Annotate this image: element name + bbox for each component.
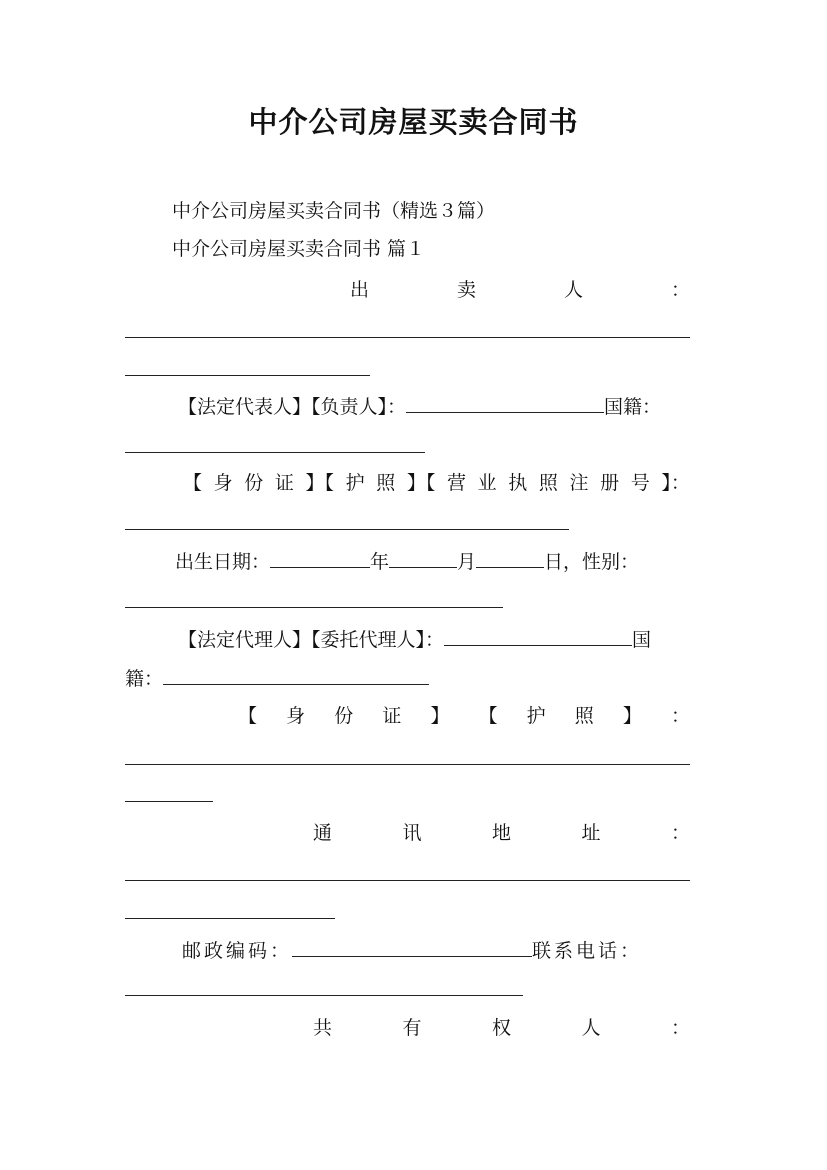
legal-rep-label: 【法定代表人】【负责人】： (178, 396, 407, 418)
address-label: 通 讯 地 址 ： (313, 822, 690, 844)
birth-row (175, 549, 690, 574)
agent-nationality-blank[interactable] (163, 666, 429, 685)
address-blank-1[interactable] (125, 880, 690, 881)
contact-row (182, 938, 690, 963)
id-license-blank[interactable] (125, 529, 569, 530)
id-passport-blank-1[interactable] (125, 764, 690, 765)
nationality-blank[interactable] (125, 452, 425, 453)
id-passport-blank-2[interactable] (125, 801, 213, 802)
section-heading: 中介公司房屋买卖合同书 篇１ (172, 238, 426, 260)
nationality-label: 国籍： (604, 396, 662, 418)
agent-label: 【法定代理人】【委托代理人】： (178, 629, 445, 651)
seller-label: 出 卖 人 ： (350, 279, 690, 301)
agent-blank[interactable] (444, 627, 632, 646)
id-license-label: 【 身 份 证 】【 护 照 】【 营 业 执 照 注 册 号 】： (183, 472, 690, 494)
month-label: 月 (457, 551, 477, 573)
co-owner-label: 共 有 权 人 ： (313, 1017, 690, 1039)
month-blank[interactable] (389, 549, 457, 568)
agent-nationality-label-1: 国 (632, 629, 652, 651)
year-label: 年 (370, 551, 390, 573)
agent-nationality-label-2: 籍： (125, 668, 164, 690)
agent-row (178, 627, 651, 652)
gender-blank[interactable] (125, 607, 503, 608)
postcode-label: 邮政编码： (182, 940, 293, 962)
subtitle: 中介公司房屋买卖合同书（精选３篇） (172, 200, 496, 222)
id-passport-label: 【 身 份 证 】 【 护 照 】 ： (238, 705, 690, 727)
birth-label: 出生日期： (175, 551, 271, 573)
day-gender-label: 日，性别： (544, 551, 640, 573)
phone-label: 联系电话： (532, 940, 643, 962)
agent-nationality-row (125, 666, 429, 691)
day-blank[interactable] (476, 549, 544, 568)
document-title: 中介公司房屋买卖合同书 (248, 105, 579, 139)
legal-rep-blank[interactable] (406, 394, 604, 413)
postcode-blank[interactable] (292, 938, 532, 957)
phone-blank[interactable] (125, 995, 523, 996)
year-blank[interactable] (270, 549, 370, 568)
address-blank-2[interactable] (125, 918, 335, 919)
legal-rep-row (178, 394, 661, 419)
seller-blank-2[interactable] (125, 375, 370, 376)
seller-blank-1[interactable] (125, 337, 690, 338)
